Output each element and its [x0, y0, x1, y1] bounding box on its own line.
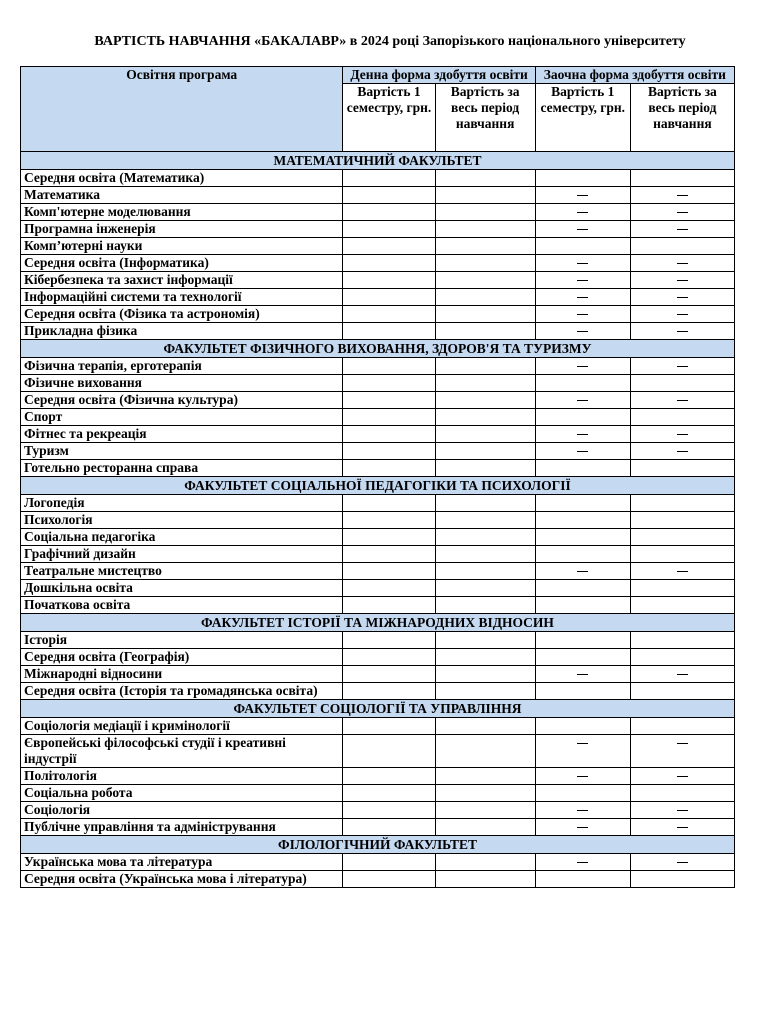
extramural-total-cost-cell [630, 854, 734, 871]
extramural-total-cost-cell [630, 666, 734, 683]
extramural-semester-cost-cell [535, 204, 630, 221]
extramural-semester-cost-cell [535, 854, 630, 871]
day-semester-cost-cell [343, 238, 435, 255]
day-total-cost-cell [435, 187, 535, 204]
table-row [21, 204, 735, 221]
day-total-cost-cell [435, 460, 535, 477]
program-name: Прикладна фізика [21, 323, 343, 340]
not-available-dash [577, 776, 588, 777]
extramural-total-cost-cell [630, 221, 734, 238]
extramural-semester-cost-cell [535, 683, 630, 700]
extramural-semester-cost-cell [535, 443, 630, 460]
extramural-total-cost-cell [630, 426, 734, 443]
not-available-dash [677, 776, 688, 777]
extramural-semester-cost-cell [535, 785, 630, 802]
extramural-semester-cost-cell [535, 460, 630, 477]
program-name: Соціологія [21, 802, 343, 819]
extramural-total-cost-cell [630, 495, 734, 512]
program-name: Спорт [21, 409, 343, 426]
program-name: Математика [21, 187, 343, 204]
day-total-cost-cell [435, 529, 535, 546]
day-semester-cost-cell [343, 495, 435, 512]
not-available-dash [577, 434, 588, 435]
not-available-dash [677, 280, 688, 281]
extramural-total-cost-cell [630, 443, 734, 460]
day-semester-cost-cell [343, 443, 435, 460]
day-total-cost-cell [435, 272, 535, 289]
table-body [21, 152, 735, 888]
not-available-dash [677, 331, 688, 332]
table-row [21, 306, 735, 323]
extramural-total-cost-cell [630, 871, 734, 888]
day-total-cost-cell [435, 735, 535, 768]
table-row [21, 683, 735, 700]
extramural-total-cost-cell [630, 255, 734, 272]
extramural-semester-cost-cell [535, 187, 630, 204]
day-total-cost-cell [435, 255, 535, 272]
not-available-dash [677, 862, 688, 863]
not-available-dash [677, 400, 688, 401]
extramural-total-cost-cell [630, 597, 734, 614]
program-name: Готельно ресторанна справа [21, 460, 343, 477]
table-row [21, 289, 735, 306]
day-semester-cost-cell [343, 426, 435, 443]
program-name: Фітнес та рекреація [21, 426, 343, 443]
extramural-semester-cost-cell [535, 306, 630, 323]
extramural-semester-cost-cell [535, 409, 630, 426]
extramural-semester-cost-cell [535, 819, 630, 836]
extramural-total-cost-cell [630, 392, 734, 409]
extramural-total-cost-cell [630, 529, 734, 546]
not-available-dash [677, 195, 688, 196]
day-total-cost-cell [435, 221, 535, 238]
extramural-total-cost-cell [630, 819, 734, 836]
table-row [21, 802, 735, 819]
extramural-semester-cost-cell [535, 632, 630, 649]
not-available-dash [577, 314, 588, 315]
day-total-cost-cell [435, 238, 535, 255]
program-name: Політологія [21, 768, 343, 785]
day-semester-cost-cell [343, 221, 435, 238]
table-row [21, 718, 735, 735]
day-total-cost-cell [435, 443, 535, 460]
extramural-semester-cost-cell [535, 718, 630, 735]
faculty-row [21, 152, 735, 170]
not-available-dash [677, 229, 688, 230]
table-row [21, 187, 735, 204]
program-name: Історія [21, 632, 343, 649]
table-row [21, 323, 735, 340]
extramural-semester-cost-cell [535, 358, 630, 375]
extramural-semester-cost-cell [535, 426, 630, 443]
day-total-cost-cell [435, 871, 535, 888]
day-total-cost-cell [435, 426, 535, 443]
program-name: Середня освіта (Фізика та астрономія) [21, 306, 343, 323]
day-form-header: Денна форма здобуття освіти [343, 67, 535, 84]
day-total-cost-cell [435, 306, 535, 323]
day-semester-cost-cell [343, 718, 435, 735]
day-semester-cost-cell [343, 666, 435, 683]
faculty-name: ФАКУЛЬТЕТ ФІЗИЧНОГО ВИХОВАННЯ, ЗДОРОВ'Я ТА ТУРИЗМУ [21, 340, 735, 358]
table-row [21, 495, 735, 512]
not-available-dash [577, 827, 588, 828]
not-available-dash [677, 297, 688, 298]
program-name: Театральне мистецтво [21, 563, 343, 580]
day-total-cost-header: Вартість за весь період навчання [435, 84, 535, 152]
program-name: Графічний дизайн [21, 546, 343, 563]
table-row [21, 512, 735, 529]
day-total-cost-cell [435, 785, 535, 802]
day-semester-cost-cell [343, 409, 435, 426]
table-row [21, 221, 735, 238]
extramural-total-cost-cell [630, 289, 734, 306]
day-total-cost-cell [435, 358, 535, 375]
day-semester-cost-cell [343, 854, 435, 871]
program-name: Туризм [21, 443, 343, 460]
not-available-dash [677, 263, 688, 264]
table-row [21, 529, 735, 546]
day-total-cost-cell [435, 409, 535, 426]
not-available-dash [577, 674, 588, 675]
table-header [21, 67, 735, 152]
day-semester-cost-cell [343, 529, 435, 546]
extramural-total-cost-cell [630, 785, 734, 802]
extramural-total-cost-cell [630, 683, 734, 700]
faculty-name: ФАКУЛЬТЕТ СОЦІАЛЬНОЇ ПЕДАГОГІКИ ТА ПСИХОЛОГІЇ [21, 477, 735, 495]
extramural-total-cost-cell [630, 580, 734, 597]
program-name: Фізичне виховання [21, 375, 343, 392]
program-name: Соціальна робота [21, 785, 343, 802]
program-name: Середня освіта (Фізична культура) [21, 392, 343, 409]
day-total-cost-cell [435, 666, 535, 683]
day-semester-cost-cell [343, 323, 435, 340]
extramural-total-cost-cell [630, 735, 734, 768]
table-row [21, 238, 735, 255]
table-row [21, 854, 735, 871]
extramural-total-cost-cell [630, 460, 734, 477]
extramural-form-header: Заочна форма здобуття освіти [535, 67, 734, 84]
faculty-row [21, 700, 735, 718]
table-row [21, 735, 735, 768]
extramural-total-cost-cell [630, 802, 734, 819]
extramural-semester-cost-cell [535, 238, 630, 255]
tuition-table [20, 66, 735, 888]
day-semester-cost-cell [343, 358, 435, 375]
table-row [21, 426, 735, 443]
not-available-dash [577, 743, 588, 744]
program-name: Європейські філософські студії і креативні індустрії [21, 735, 343, 768]
day-total-cost-cell [435, 632, 535, 649]
not-available-dash [677, 827, 688, 828]
table-row [21, 375, 735, 392]
day-total-cost-cell [435, 563, 535, 580]
extramural-total-cost-cell [630, 204, 734, 221]
not-available-dash [677, 810, 688, 811]
table-row [21, 546, 735, 563]
extramural-total-cost-cell [630, 306, 734, 323]
extramural-semester-cost-cell [535, 272, 630, 289]
day-semester-cost-cell [343, 392, 435, 409]
faculty-row [21, 836, 735, 854]
table-row [21, 563, 735, 580]
faculty-row [21, 340, 735, 358]
day-semester-cost-cell [343, 546, 435, 563]
day-semester-cost-cell [343, 375, 435, 392]
extramural-semester-cost-cell [535, 289, 630, 306]
day-total-cost-cell [435, 546, 535, 563]
not-available-dash [577, 862, 588, 863]
day-semester-cost-cell [343, 802, 435, 819]
extramural-total-cost-cell [630, 546, 734, 563]
day-semester-cost-cell [343, 580, 435, 597]
table-row [21, 443, 735, 460]
table-row [21, 580, 735, 597]
faculty-name: ФАКУЛЬТЕТ ІСТОРІЇ ТА МІЖНАРОДНИХ ВІДНОСИН [21, 614, 735, 632]
extramural-semester-cost-cell [535, 546, 630, 563]
program-name: Комп’ютерні науки [21, 238, 343, 255]
program-name: Інформаційні системи та технології [21, 289, 343, 306]
program-name: Соціологія медіації і кримінології [21, 718, 343, 735]
extramural-semester-cost-cell [535, 871, 630, 888]
not-available-dash [577, 571, 588, 572]
table-row [21, 819, 735, 836]
not-available-dash [577, 451, 588, 452]
day-semester-cost-cell [343, 512, 435, 529]
extramural-total-cost-cell [630, 170, 734, 187]
day-semester-cost-cell [343, 683, 435, 700]
table-row [21, 409, 735, 426]
extramural-semester-cost-cell [535, 563, 630, 580]
extramural-semester-cost-cell [535, 375, 630, 392]
extramural-semester-cost-cell [535, 735, 630, 768]
table-row [21, 871, 735, 888]
not-available-dash [677, 366, 688, 367]
extramural-total-cost-cell [630, 632, 734, 649]
day-total-cost-cell [435, 289, 535, 306]
table-row [21, 649, 735, 666]
faculty-row [21, 477, 735, 495]
day-semester-cost-cell [343, 306, 435, 323]
extramural-semester-cost-cell [535, 495, 630, 512]
extramural-total-cost-cell [630, 187, 734, 204]
program-name: Дошкільна освіта [21, 580, 343, 597]
day-semester-cost-header: Вартість 1 семестру, грн. [343, 84, 435, 152]
extramural-total-cost-cell [630, 768, 734, 785]
table-row [21, 632, 735, 649]
day-semester-cost-cell [343, 768, 435, 785]
day-total-cost-cell [435, 597, 535, 614]
day-total-cost-cell [435, 323, 535, 340]
faculty-row [21, 614, 735, 632]
extramural-total-cost-cell [630, 238, 734, 255]
program-name: Середня освіта (Історія та громадянська освіта) [21, 683, 343, 700]
day-total-cost-cell [435, 580, 535, 597]
page-title: ВАРТІСТЬ НАВЧАННЯ «БАКАЛАВР» в 2024 році Запорізького національного університету [94, 34, 686, 49]
day-total-cost-cell [435, 512, 535, 529]
program-name: Початкова освіта [21, 597, 343, 614]
extramural-semester-cost-cell [535, 221, 630, 238]
extramural-total-cost-cell [630, 409, 734, 426]
extramural-semester-cost-header: Вартість 1 семестру, грн. [535, 84, 630, 152]
not-available-dash [577, 366, 588, 367]
program-name: Публічне управління та адміністрування [21, 819, 343, 836]
extramural-total-cost-cell [630, 649, 734, 666]
not-available-dash [677, 434, 688, 435]
day-semester-cost-cell [343, 597, 435, 614]
day-total-cost-cell [435, 170, 535, 187]
not-available-dash [577, 263, 588, 264]
day-semester-cost-cell [343, 649, 435, 666]
not-available-dash [677, 212, 688, 213]
not-available-dash [577, 280, 588, 281]
table-row [21, 272, 735, 289]
not-available-dash [577, 810, 588, 811]
extramural-semester-cost-cell [535, 580, 630, 597]
extramural-semester-cost-cell [535, 255, 630, 272]
day-total-cost-cell [435, 718, 535, 735]
not-available-dash [577, 195, 588, 196]
not-available-dash [577, 297, 588, 298]
table-row [21, 460, 735, 477]
extramural-total-cost-cell [630, 358, 734, 375]
program-name: Соціальна педагогіка [21, 529, 343, 546]
extramural-semester-cost-cell [535, 666, 630, 683]
not-available-dash [577, 229, 588, 230]
program-name: Фізична терапія, ерготерапія [21, 358, 343, 375]
not-available-dash [677, 571, 688, 572]
day-total-cost-cell [435, 392, 535, 409]
program-name: Середня освіта (Інформатика) [21, 255, 343, 272]
not-available-dash [677, 674, 688, 675]
extramural-total-cost-cell [630, 563, 734, 580]
program-name: Психологія [21, 512, 343, 529]
not-available-dash [577, 331, 588, 332]
day-semester-cost-cell [343, 563, 435, 580]
table-row [21, 170, 735, 187]
extramural-semester-cost-cell [535, 649, 630, 666]
day-total-cost-cell [435, 683, 535, 700]
program-name: Логопедія [21, 495, 343, 512]
day-semester-cost-cell [343, 170, 435, 187]
program-name: Середня освіта (Математика) [21, 170, 343, 187]
day-semester-cost-cell [343, 272, 435, 289]
extramural-total-cost-cell [630, 375, 734, 392]
program-name: Кібербезпека та захист інформації [21, 272, 343, 289]
day-semester-cost-cell [343, 187, 435, 204]
day-semester-cost-cell [343, 632, 435, 649]
faculty-name: ФАКУЛЬТЕТ СОЦІОЛОГІЇ ТА УПРАВЛІННЯ [21, 700, 735, 718]
day-semester-cost-cell [343, 819, 435, 836]
extramural-total-cost-cell [630, 323, 734, 340]
program-name: Українська мова та література [21, 854, 343, 871]
day-semester-cost-cell [343, 204, 435, 221]
program-name: Комп'ютерне моделювання [21, 204, 343, 221]
table-row [21, 358, 735, 375]
extramural-total-cost-header: Вартість за весь період навчання [630, 84, 734, 152]
day-total-cost-cell [435, 204, 535, 221]
day-semester-cost-cell [343, 785, 435, 802]
extramural-semester-cost-cell [535, 597, 630, 614]
table-row [21, 768, 735, 785]
extramural-semester-cost-cell [535, 768, 630, 785]
extramural-semester-cost-cell [535, 529, 630, 546]
day-total-cost-cell [435, 802, 535, 819]
day-total-cost-cell [435, 495, 535, 512]
table-row [21, 597, 735, 614]
extramural-semester-cost-cell [535, 512, 630, 529]
extramural-semester-cost-cell [535, 323, 630, 340]
extramural-total-cost-cell [630, 718, 734, 735]
extramural-total-cost-cell [630, 512, 734, 529]
faculty-name: ФІЛОЛОГІЧНИЙ ФАКУЛЬТЕТ [21, 836, 735, 854]
table-row [21, 392, 735, 409]
not-available-dash [677, 451, 688, 452]
day-semester-cost-cell [343, 460, 435, 477]
day-total-cost-cell [435, 768, 535, 785]
day-semester-cost-cell [343, 735, 435, 768]
extramural-total-cost-cell [630, 272, 734, 289]
table-row [21, 666, 735, 683]
extramural-semester-cost-cell [535, 802, 630, 819]
day-total-cost-cell [435, 819, 535, 836]
program-name: Програмна інженерія [21, 221, 343, 238]
not-available-dash [677, 314, 688, 315]
table-row [21, 785, 735, 802]
day-semester-cost-cell [343, 255, 435, 272]
day-semester-cost-cell [343, 289, 435, 306]
extramural-semester-cost-cell [535, 170, 630, 187]
day-semester-cost-cell [343, 871, 435, 888]
extramural-semester-cost-cell [535, 392, 630, 409]
faculty-name: МАТЕМАТИЧНИЙ ФАКУЛЬТЕТ [21, 152, 735, 170]
program-column-header: Освітня програма [21, 67, 343, 152]
program-name: Середня освіта (Географія) [21, 649, 343, 666]
not-available-dash [577, 212, 588, 213]
program-name: Міжнародні відносини [21, 666, 343, 683]
not-available-dash [677, 743, 688, 744]
day-total-cost-cell [435, 649, 535, 666]
program-name: Середня освіта (Українська мова і література) [21, 871, 343, 888]
day-total-cost-cell [435, 375, 535, 392]
not-available-dash [577, 400, 588, 401]
day-total-cost-cell [435, 854, 535, 871]
table-row [21, 255, 735, 272]
